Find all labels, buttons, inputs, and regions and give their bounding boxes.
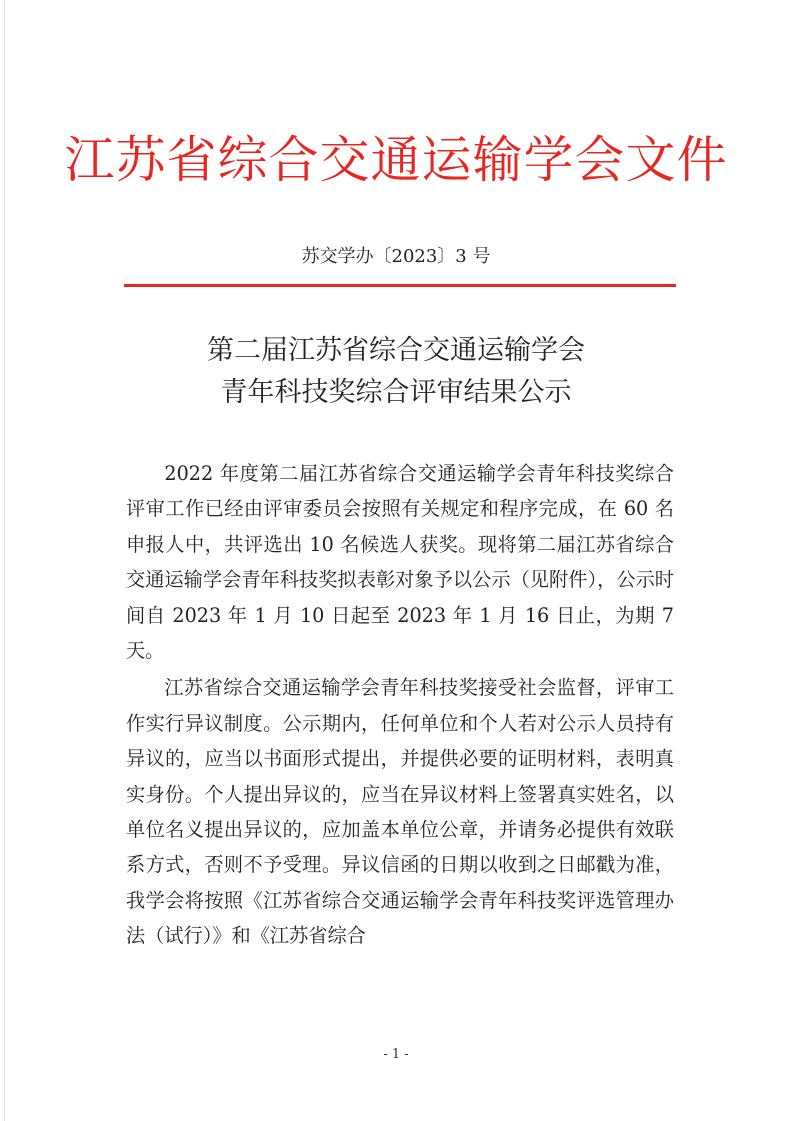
red-divider-line (124, 284, 676, 287)
notice-title-line-1: 第二届江苏省综合交通运输学会 (207, 335, 585, 366)
document-number: 苏交学办〔2023〕3 号 (301, 246, 491, 267)
body-paragraph-2: 江苏省综合交通运输学会青年科技奖接受社会监督，评审工作实行异议制度。公示期内，任何单位和个人若对公示人员持有异议的，应当以书面形式提出，并提供必要的证明材料，表明真实身份。个人提出异议的，应当在异议材料上签署真实姓名，以单位名义提出异议的，应加盖本单位公章，并请务必提供有效联系方式，否则不予受理。异议信函的日期以收到之日邮戳为准，我学会将按照《江苏省综合交通运输学会青年科技奖评选管理办法（试行）》和《江苏省综合 (126, 676, 674, 948)
document-header-title: 江苏省综合交通运输学会文件 (64, 131, 728, 189)
body-paragraph-1: 2022 年度第二届江苏省综合交通运输学会青年科技奖综合评审工作已经由评审委员会按照有关规定和程序完成，在 60 名申报人中，共评选出 10 名候选人获奖。现将第二届江苏省综合交通运输学会青年科技奖拟表彰对象予以公示（见附件），公示时间自 2023 年 1 月 10 日起至 2023 年 1 月 16 日止，为期 7 天。 (126, 462, 674, 663)
page-number: - 1 - (383, 1047, 409, 1062)
body-text (126, 456, 674, 956)
notice-title (0, 330, 792, 414)
notice-title-line-2: 青年科技奖综合评审结果公示 (220, 377, 572, 408)
